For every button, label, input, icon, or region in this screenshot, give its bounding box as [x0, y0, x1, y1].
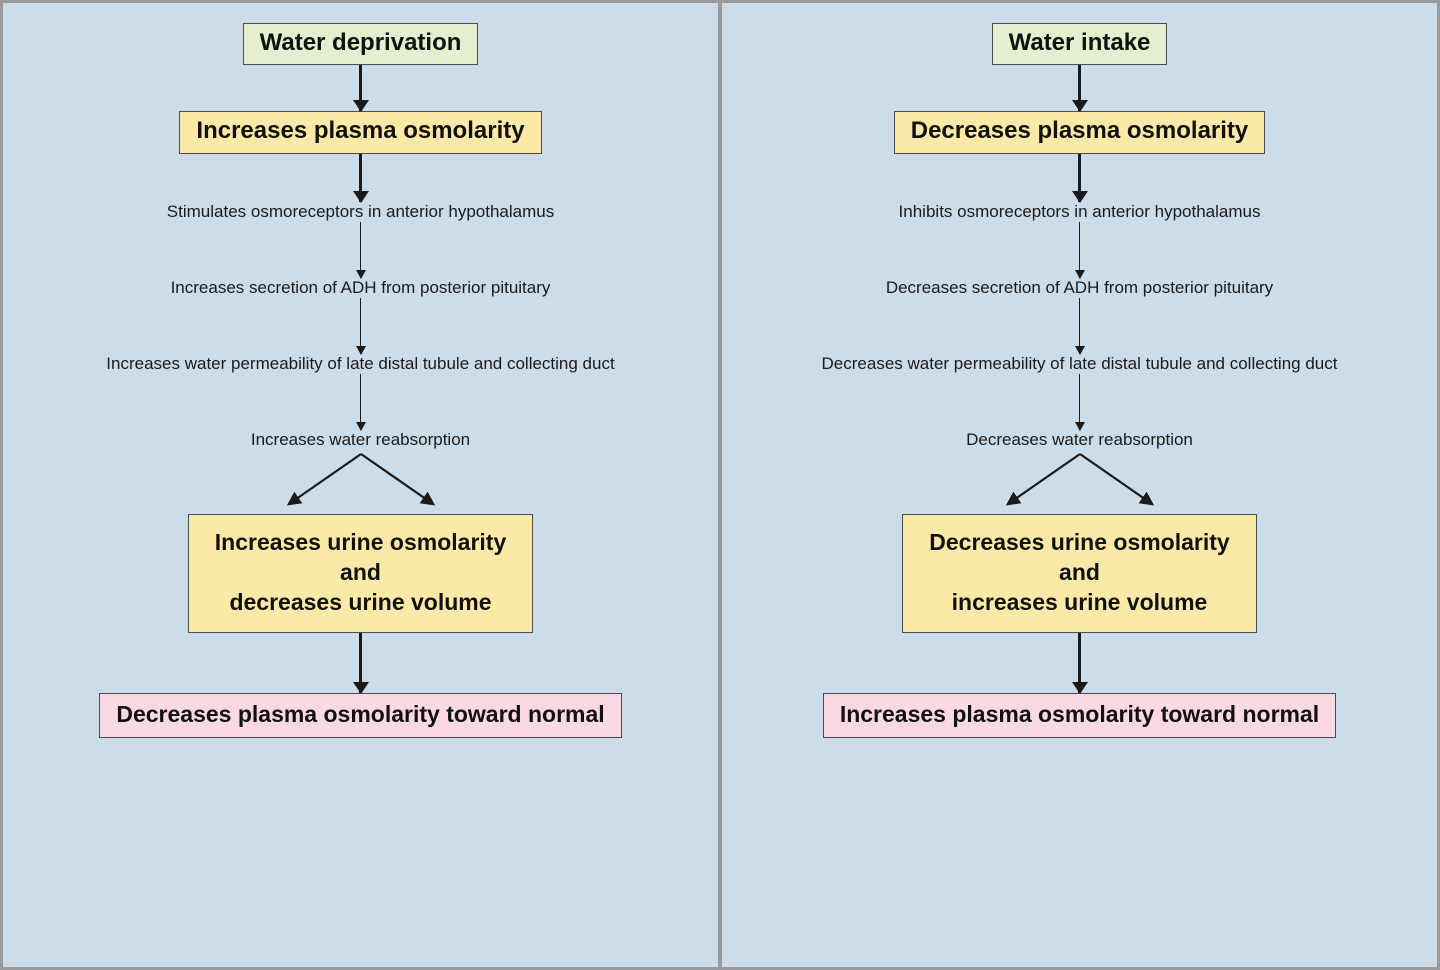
plasma-osmolarity-box: Increases plasma osmolarity [179, 111, 541, 153]
urine-outcome-line-2: and [1059, 558, 1100, 585]
arrow-down-thin [1079, 374, 1081, 430]
arrow-down-thin [360, 298, 362, 354]
start-box: Water intake [992, 23, 1168, 65]
result-box: Decreases plasma osmolarity toward normal [99, 693, 621, 738]
step-osmoreceptors: Stimulates osmoreceptors in anterior hypothalamus [166, 201, 555, 221]
arrow-down [1078, 154, 1081, 202]
urine-outcome-line-3: decreases urine volume [229, 589, 492, 616]
urine-outcome-line-2: and [340, 558, 381, 585]
fork-arrows [211, 450, 511, 514]
result-box: Increases plasma osmolarity toward normal [823, 693, 1336, 738]
panel-water-intake [720, 0, 1440, 970]
flow-water-intake [722, 3, 1437, 967]
plasma-osmolarity-box: Decreases plasma osmolarity [894, 111, 1266, 153]
arrow-down-thin [360, 222, 362, 278]
arrow-down-thin [1079, 222, 1081, 278]
arrow-down [359, 154, 362, 202]
urine-outcome-line-3: increases urine volume [951, 589, 1208, 616]
arrow-down [359, 65, 362, 111]
step-adh-secretion: Decreases secretion of ADH from posterior pituitary [885, 277, 1274, 297]
urine-outcome-line-1: Decreases urine osmolarity [929, 528, 1230, 555]
urine-outcome-box [902, 514, 1256, 633]
arrow-down-thin [360, 374, 362, 430]
arrow-down-thin [1079, 298, 1081, 354]
fork-arrows [930, 450, 1230, 514]
step-water-reabsorption: Increases water reabsorption [250, 429, 471, 449]
arrow-down [359, 633, 362, 693]
step-water-permeability: Increases water permeability of late distal tubule and collecting duct [106, 353, 615, 373]
urine-outcome-box [188, 514, 533, 633]
step-water-reabsorption: Decreases water reabsorption [966, 429, 1193, 449]
step-water-permeability: Decreases water permeability of late distal tubule and collecting duct [821, 353, 1338, 373]
flow-water-deprivation [3, 3, 718, 967]
arrow-down [1078, 65, 1081, 111]
arrow-down [1078, 633, 1081, 693]
step-osmoreceptors: Inhibits osmoreceptors in anterior hypothalamus [898, 201, 1261, 221]
urine-outcome-line-1: Increases urine osmolarity [214, 528, 507, 555]
start-box: Water deprivation [243, 23, 479, 65]
step-adh-secretion: Increases secretion of ADH from posterior pituitary [170, 277, 551, 297]
